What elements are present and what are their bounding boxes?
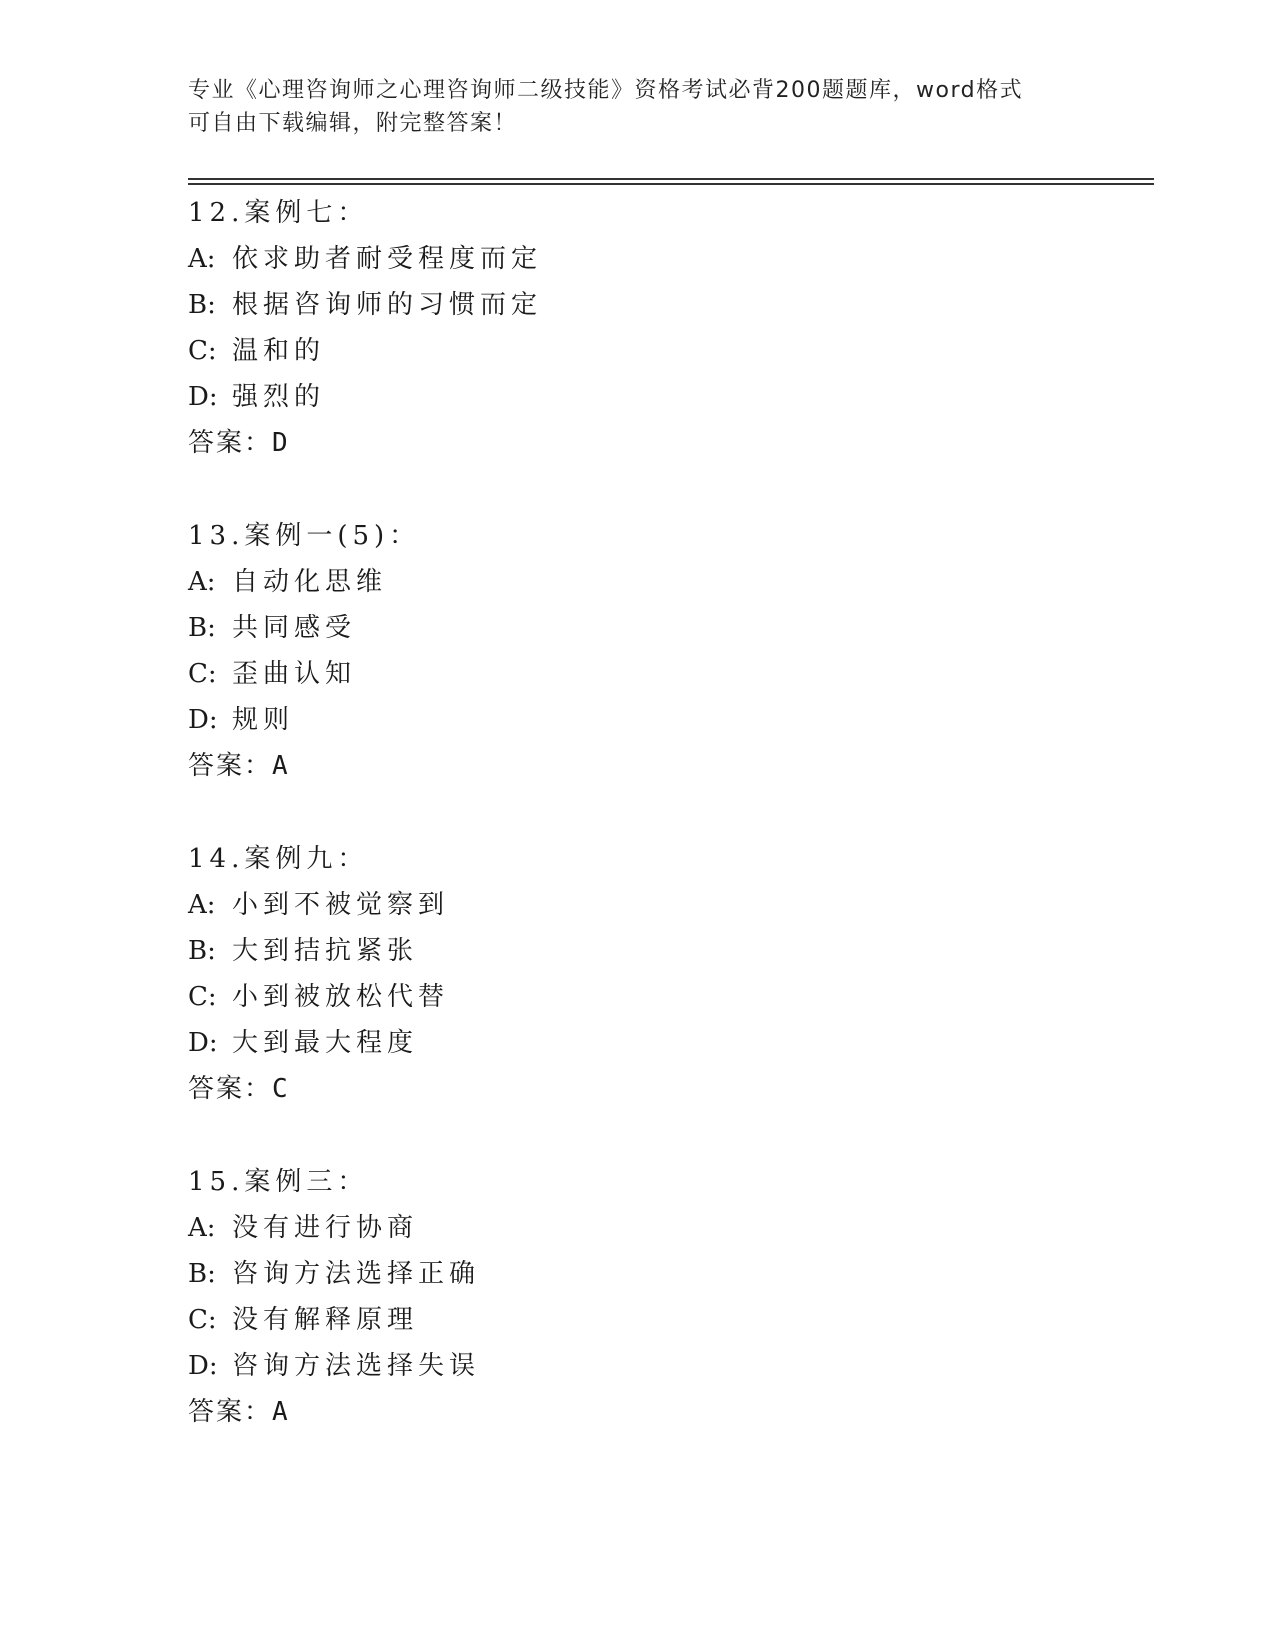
answer-value: A	[272, 1397, 290, 1427]
option-text: 规则	[232, 705, 295, 735]
option-letter: C:	[188, 982, 217, 1012]
option-a	[188, 882, 1088, 928]
question-block	[188, 513, 1088, 789]
option-a	[188, 236, 1088, 282]
option-text: 大到最大程度	[232, 1028, 419, 1058]
option-letter: B:	[188, 613, 216, 643]
header-divider-top	[188, 178, 1154, 180]
answer-line	[188, 1389, 1088, 1435]
option-text: 歪曲认知	[232, 659, 357, 689]
answer-label: 答案：	[188, 1397, 273, 1427]
question-list	[188, 190, 1088, 1482]
option-b	[188, 605, 1088, 651]
option-letter: D:	[188, 705, 218, 735]
option-c	[188, 328, 1088, 374]
answer-label: 答案：	[188, 428, 273, 458]
option-c	[188, 651, 1088, 697]
question-title: 12.案例七：	[188, 198, 369, 228]
option-b	[188, 928, 1088, 974]
option-text: 没有解释原理	[232, 1305, 419, 1335]
option-b	[188, 1251, 1088, 1297]
option-letter: B:	[188, 936, 216, 966]
option-letter: C:	[188, 1305, 217, 1335]
option-c	[188, 1297, 1088, 1343]
question-block	[188, 1159, 1088, 1435]
option-text: 大到拮抗紧张	[232, 936, 419, 966]
answer-value: C	[272, 1074, 290, 1104]
option-a	[188, 1205, 1088, 1251]
option-d	[188, 1343, 1088, 1389]
question-title: 14.案例九：	[188, 844, 369, 874]
question-block	[188, 190, 1088, 466]
option-a	[188, 559, 1088, 605]
option-d	[188, 374, 1088, 420]
answer-line	[188, 1066, 1088, 1112]
option-letter: A:	[188, 244, 216, 274]
option-text: 依求助者耐受程度而定	[232, 244, 543, 274]
question-block	[188, 836, 1088, 1112]
option-d	[188, 1020, 1088, 1066]
option-text: 强烈的	[232, 382, 326, 412]
option-letter: B:	[188, 1259, 216, 1289]
option-d	[188, 697, 1088, 743]
option-letter: D:	[188, 1351, 218, 1381]
option-letter: B:	[188, 290, 216, 320]
option-b	[188, 282, 1088, 328]
header-line-1: 专业《心理咨询师之心理咨询师二级技能》资格考试必背200题题库，word格式	[188, 78, 1024, 103]
option-letter: C:	[188, 659, 217, 689]
option-text: 咨询方法选择失误	[232, 1351, 481, 1381]
answer-line	[188, 420, 1088, 466]
answer-label: 答案：	[188, 1074, 273, 1104]
option-text: 没有进行协商	[232, 1213, 419, 1243]
option-c	[188, 974, 1088, 1020]
header-divider-bottom	[188, 183, 1154, 185]
option-letter: D:	[188, 382, 218, 412]
option-text: 小到被放松代替	[232, 982, 450, 1012]
option-text: 小到不被觉察到	[232, 890, 450, 920]
header-line-2: 可自由下载编辑，附完整答案！	[188, 111, 518, 136]
question-title: 13.案例一(5)：	[188, 521, 421, 551]
option-letter: C:	[188, 336, 217, 366]
document-header	[188, 74, 1088, 140]
option-text: 温和的	[232, 336, 326, 366]
option-letter: D:	[188, 1028, 218, 1058]
answer-value: D	[272, 428, 290, 458]
answer-value: A	[272, 751, 290, 781]
option-text: 共同感受	[232, 613, 357, 643]
option-letter: A:	[188, 1213, 216, 1243]
option-text: 自动化思维	[232, 567, 388, 597]
option-text: 咨询方法选择正确	[232, 1259, 481, 1289]
option-text: 根据咨询师的习惯而定	[232, 290, 543, 320]
option-letter: A:	[188, 890, 216, 920]
answer-line	[188, 743, 1088, 789]
option-letter: A:	[188, 567, 216, 597]
question-title: 15.案例三：	[188, 1167, 369, 1197]
answer-label: 答案：	[188, 751, 273, 781]
